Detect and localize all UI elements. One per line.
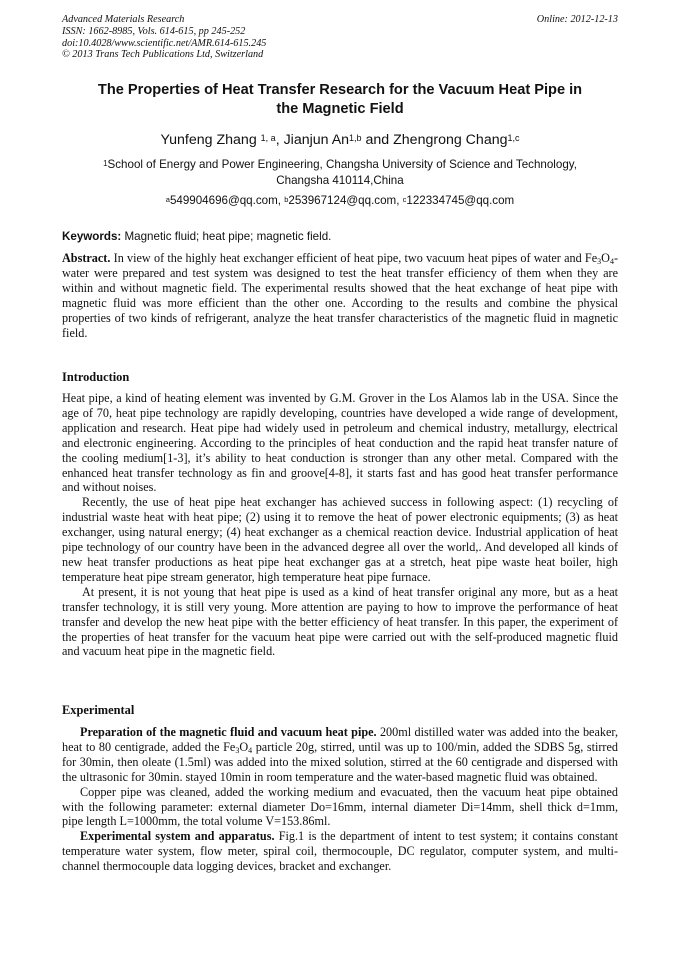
exp-p3-text: Fig.1 is the department of intent to test system; it contains constant temperature water system, flow meter, spiral coil, thermocouple, DC regulator, computer system, and multi-channel thermocouple data logging devices, bracket and exchanger. xyxy=(62,829,619,874)
title-line-1: The Properties of Heat Transfer Research for the Vacuum Heat Pipe in xyxy=(97,82,583,98)
abstract-label: Abstract. xyxy=(62,251,111,265)
exp-p1-label: Preparation of the magnetic fluid and vacuum heat pipe. xyxy=(80,725,377,739)
affiliation-line-1: School of Energy and Power Engineering, Changsha University of Science and Technology, xyxy=(107,158,577,171)
intro-paragraph-1: Heat pipe, a kind of heating element was invented by G.M. Grover in the Los Alamos lab in the USA. Since the age of 70, heat pipe technology are rapidly developing, countries have developed a wide range of development, application and research. Heat pipe had widely used in petroleum and chemical industry, metallurgy, electrical and electronic engineering. According to the principles of heat conduction and the rapid heat transfer nature of the cooling medium[1-3], it’s ability to heat conduction is stronger than any other metal. Compared with the enhanced heat transfer technology as fin and groove[4-8], it starts fast and has good heat transfer performance and without noises. xyxy=(62,391,618,495)
email-b-sup: b xyxy=(284,195,289,204)
abstract-sub-1: 3 xyxy=(597,257,602,266)
author-3-sup: 1,c xyxy=(507,133,520,143)
title-line-2: the Magnetic Field xyxy=(276,101,404,117)
intro-paragraph-3: At present, it is not young that heat pipe is used as a kind of heat transfer original any more, but as a heat transfer technology, it is still very young. More attention are paying to how to improve the performance of heat transfer and develop the new heat pipe with the better efficiency of heat transfer. In this paper, the experiment of the properties of heat transfer for the vacuum heat pipe were carried out with the self-produced magnetic fluid and vacuum heat pipe in the magnetic field. xyxy=(62,584,618,659)
email-c: 122334745@qq.com xyxy=(406,194,515,207)
keywords-label: Keywords: xyxy=(62,230,122,243)
exp-p1-sub-2: 4 xyxy=(248,745,253,755)
abstract-text-1: In view of the highly heat exchanger efficient of heat pipe, two vacuum heat pipes of water and Fe xyxy=(110,251,598,265)
exp-p1-text-a: 200ml distilled water was added into the beaker, heat to 80 centigrade, added the Fe xyxy=(62,725,618,754)
exp-p1-sub-1: 3 xyxy=(235,745,240,755)
author-3: and Zhengrong Chang xyxy=(361,132,508,148)
section-heading-experimental: Experimental xyxy=(62,703,135,717)
intro-paragraph-2: Recently, the use of heat pipe heat exchanger has achieved success in following aspect: (1) recycling of industrial waste heat with heat pipe; (2) using it to remove the heat of power electronic equipments; (3) as heat exchanger, using natural energy; (4) heat exchanger as a chemical reaction device. Industrial application of heat pipe technology of our country have been in the advanced degree all over the world,. And developed all kinds of new heat transfer productions as heat pipe heat exchanger gas at a stretch, heat pipe waste heat boiler, high temperature heat pipe stream generator, high temperature heat pipe furnace. xyxy=(62,495,618,584)
exp-p3-label: Experimental system and apparatus. xyxy=(80,829,275,844)
paper-title xyxy=(62,81,618,119)
author-2: , Jianjun An xyxy=(275,132,350,148)
abstract-mid: O xyxy=(601,251,610,265)
abstract xyxy=(62,251,618,340)
keywords xyxy=(62,229,618,244)
exp-paragraph-1 xyxy=(62,725,618,785)
exp-p1-mid: O xyxy=(239,739,249,754)
email-b: 253967124@qq.com, xyxy=(288,194,403,207)
online-date: Online: 2012-12-13 xyxy=(536,14,618,25)
exp-paragraph-3 xyxy=(62,829,618,874)
author-2-sup: 1,b xyxy=(349,133,362,143)
author-1-sup: 1, a xyxy=(260,133,276,143)
affiliation xyxy=(62,157,618,189)
affiliation-line-2: Changsha 410114,China xyxy=(276,174,404,187)
keywords-text: Magnetic fluid; heat pipe; magnetic field. xyxy=(121,230,332,243)
affiliation-sup: 1 xyxy=(103,159,108,168)
author-emails xyxy=(62,193,618,209)
author-list xyxy=(62,131,618,149)
section-heading-introduction: Introduction xyxy=(62,370,130,384)
journal-name: Advanced Materials Research xyxy=(62,14,185,25)
doi-line: doi:10.4028/www.scientific.net/AMR.614-615.245 xyxy=(62,37,267,49)
email-a: 549904696@qq.com, xyxy=(169,194,285,207)
abstract-sub-2: 4 xyxy=(609,257,614,266)
email-a-sup: a xyxy=(165,195,170,204)
journal-header xyxy=(62,14,618,61)
abstract-text-2: -water were prepared and test system was designed to test the heat transfer efficiency of them when they are within and without magnetic field. The experimental results showed that the heat exchange of heat pipe with magnetic fluid was more efficient than the other one. According to the results and combine the physical properties of two kinds of refrigerant, analyze the heat transfer characteristics of the magnetic fluid in magnetic field. xyxy=(62,251,618,340)
exp-p1-text-b: particle 20g, stirred, until was up to 100/min, added the SDBS 5g, stirred for 30min, then oleate (1.5ml) was added into the mixed solution, stirred at the 60 centigrade and dispersed with the ultrasonic for 30min. stayed 10min in room temperature and the water-based magnetic fluid was obtained. xyxy=(62,739,618,784)
experimental-body xyxy=(62,725,618,874)
exp-paragraph-2: Copper pipe was cleaned, added the working medium and evacuated, then the vacuum heat pipe obtained with the following parameter: external diameter Do=16mm, internal diameter Di=14mm, shell thick d=1mm, pipe length L=1000mm, the total volume V=153.86ml. xyxy=(62,784,618,829)
author-1: Yunfeng Zhang xyxy=(160,132,257,148)
introduction-body xyxy=(62,391,618,659)
copyright-line: © 2013 Trans Tech Publications Ltd, Switzerland xyxy=(62,49,264,61)
issn-line: ISSN: 1662-8985, Vols. 614-615, pp 245-252 xyxy=(62,25,246,37)
email-c-sup: c xyxy=(402,195,407,204)
